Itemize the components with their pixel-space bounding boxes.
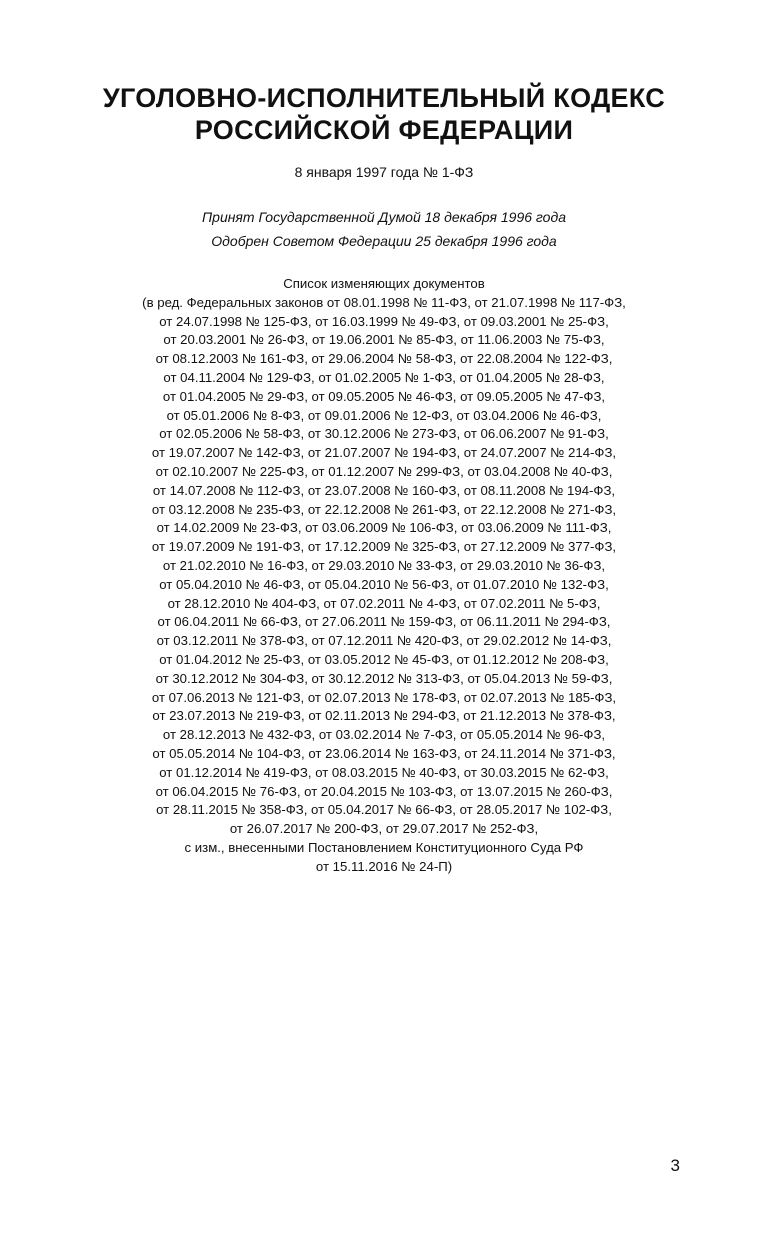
document-title xyxy=(0,82,768,146)
approved-by-federation-council: Одобрен Советом Федерации 25 декабря 1996 года xyxy=(211,233,557,249)
amendment-line: от 05.05.2014 № 104-ФЗ, от 23.06.2014 № 163-ФЗ, от 24.11.2014 № 371-ФЗ, xyxy=(152,745,616,761)
amendment-line: от 01.04.2012 № 25-ФЗ, от 03.05.2012 № 45-ФЗ, от 01.12.2012 № 208-ФЗ, xyxy=(159,651,609,667)
amendment-line: от 14.02.2009 № 23-ФЗ, от 03.06.2009 № 106-ФЗ, от 03.06.2009 № 111-ФЗ, xyxy=(156,520,612,536)
amendment-line: от 05.04.2010 № 46-ФЗ, от 05.04.2010 № 56-ФЗ, от 01.07.2010 № 132-ФЗ, xyxy=(159,576,609,592)
amendment-line: от 05.01.2006 № 8-ФЗ, от 09.01.2006 № 12-ФЗ, от 03.04.2006 № 46-ФЗ, xyxy=(166,407,602,423)
amending-documents-heading: Список изменяющих документов xyxy=(283,276,485,291)
amendment-line: от 02.10.2007 № 225-ФЗ, от 01.12.2007 № 299-ФЗ, от 03.04.2008 № 40-ФЗ, xyxy=(155,463,613,479)
amending-documents-lines xyxy=(70,294,698,877)
amendment-line: от 19.07.2009 № 191-ФЗ, от 17.12.2009 № 325-ФЗ, от 27.12.2009 № 377-ФЗ, xyxy=(151,539,617,555)
amendment-line: от 28.12.2013 № 432-ФЗ, от 03.02.2014 № 7-ФЗ, от 05.05.2014 № 96-ФЗ, xyxy=(162,727,606,743)
adoption-info xyxy=(0,205,768,253)
amendment-line: от 28.12.2010 № 404-ФЗ, от 07.02.2011 № 4-ФЗ, от 07.02.2011 № 5-ФЗ, xyxy=(167,595,601,611)
amendment-line: от 08.12.2003 № 161-ФЗ, от 29.06.2004 № 58-ФЗ, от 22.08.2004 № 122-ФЗ, xyxy=(155,351,613,367)
amendment-line: от 06.04.2011 № 66-ФЗ, от 27.06.2011 № 159-ФЗ, от 06.11.2011 № 294-ФЗ, xyxy=(157,614,611,630)
title-line-1: УГОЛОВНО-ИСПОЛНИТЕЛЬНЫЙ КОДЕКС xyxy=(102,83,666,113)
amendment-line: от 15.11.2016 № 24-П) xyxy=(315,858,453,874)
amendment-line: от 23.07.2013 № 219-ФЗ, от 02.11.2013 № 294-ФЗ, от 21.12.2013 № 378-ФЗ, xyxy=(152,708,616,724)
page-number: 3 xyxy=(670,1156,680,1175)
amendment-line: от 02.05.2006 № 58-ФЗ, от 30.12.2006 № 273-ФЗ, от 06.06.2007 № 91-ФЗ, xyxy=(159,426,609,442)
amendment-line: от 20.03.2001 № 26-ФЗ, от 19.06.2001 № 85-ФЗ, от 11.06.2003 № 75-ФЗ, xyxy=(163,332,605,348)
amendment-line: от 06.04.2015 № 76-ФЗ, от 20.04.2015 № 103-ФЗ, от 13.07.2015 № 260-ФЗ, xyxy=(155,783,613,799)
amendment-line: от 07.06.2013 № 121-ФЗ, от 02.07.2013 № 178-ФЗ, от 02.07.2013 № 185-ФЗ, xyxy=(151,689,617,705)
amendment-line: от 03.12.2008 № 235-ФЗ, от 22.12.2008 № 261-ФЗ, от 22.12.2008 № 271-ФЗ, xyxy=(151,501,617,517)
amendment-line: от 24.07.1998 № 125-ФЗ, от 16.03.1999 № 49-ФЗ, от 09.03.2001 № 25-ФЗ, xyxy=(159,313,609,329)
title-line-2: РОССИЙСКОЙ ФЕДЕРАЦИИ xyxy=(194,115,574,145)
amendment-line: от 01.12.2014 № 419-ФЗ, от 08.03.2015 № 40-ФЗ, от 30.03.2015 № 62-ФЗ, xyxy=(159,764,609,780)
adopted-by-duma: Принят Государственной Думой 18 декабря 1996 года xyxy=(202,209,566,225)
amendment-line: (в ред. Федеральных законов от 08.01.1998 № 11-ФЗ, от 21.07.1998 № 117-ФЗ, xyxy=(142,294,626,310)
amendment-line: от 30.12.2012 № 304-ФЗ, от 30.12.2012 № 313-ФЗ, от 05.04.2013 № 59-ФЗ, xyxy=(155,670,613,686)
amendment-line: от 04.11.2004 № 129-ФЗ, от 01.02.2005 № 1-ФЗ, от 01.04.2005 № 28-ФЗ, xyxy=(163,369,605,385)
amendment-line: от 03.12.2011 № 378-ФЗ, от 07.12.2011 № 420-ФЗ, от 29.02.2012 № 14-ФЗ, xyxy=(156,633,612,649)
amendment-line: от 19.07.2007 № 142-ФЗ, от 21.07.2007 № 194-ФЗ, от 24.07.2007 № 214-ФЗ, xyxy=(151,445,617,461)
amendment-line: от 21.02.2010 № 16-ФЗ, от 29.03.2010 № 33-ФЗ, от 29.03.2010 № 36-ФЗ, xyxy=(162,557,606,573)
amendment-line: от 14.07.2008 № 112-ФЗ, от 23.07.2008 № 160-ФЗ, от 08.11.2008 № 194-ФЗ, xyxy=(152,482,616,498)
amending-documents-list xyxy=(70,275,698,877)
amendment-line: от 01.04.2005 № 29-ФЗ, от 09.05.2005 № 46-ФЗ, от 09.05.2005 № 47-ФЗ, xyxy=(162,388,606,404)
amendment-line: от 28.11.2015 № 358-ФЗ, от 05.04.2017 № 66-ФЗ, от 28.05.2017 № 102-ФЗ, xyxy=(156,802,612,818)
amendment-line: с изм., внесенными Постановлением Конституционного Суда РФ xyxy=(184,839,584,855)
amendment-line: от 26.07.2017 № 200-ФЗ, от 29.07.2017 № 252-ФЗ, xyxy=(229,821,539,837)
law-date-number: 8 января 1997 года № 1-ФЗ xyxy=(294,164,474,180)
